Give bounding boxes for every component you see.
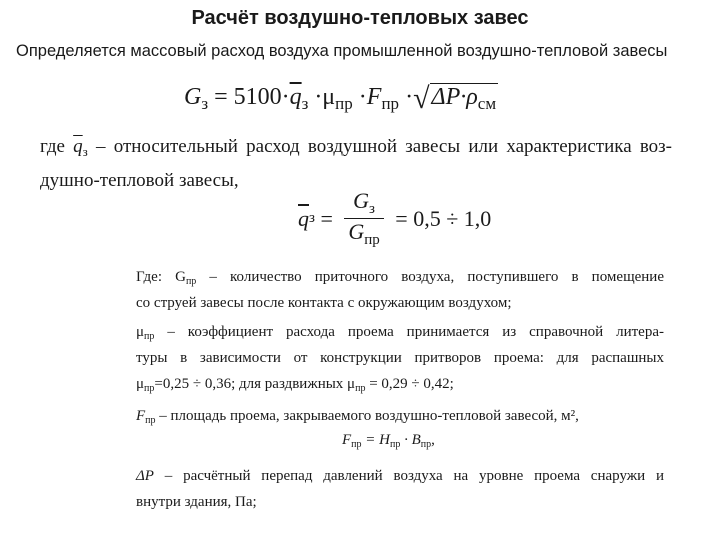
ratio-fraction — [344, 188, 383, 249]
area-b: · B — [400, 432, 421, 448]
den-g-sub: пр — [364, 232, 380, 248]
where-line1-rest: – относительный расход воздушной завесы или характеристика воз- — [87, 136, 672, 157]
def-mu-sub: пр — [144, 331, 155, 342]
ratio-rhs: = 0,5 ÷ 1,0 — [389, 205, 492, 231]
formula-dot2: · — [352, 84, 367, 110]
def-mu3-b-sub: пр — [355, 383, 366, 394]
def-g-sub: пр — [185, 276, 197, 287]
formula-mu-sub: пр — [335, 94, 353, 113]
def-mu3-a-sub: пр — [144, 383, 155, 394]
radicand-sub: см — [477, 94, 497, 113]
sqrt-group — [413, 82, 498, 116]
area-h: = H — [361, 432, 390, 448]
ratio-q-sub: з — [309, 210, 315, 226]
area-b-sub: пр — [420, 439, 432, 450]
subtitle: Определяется массовый расход воздуха промышленной воздушно-тепловой завесы — [16, 42, 668, 60]
def-mu3-b: =0,25 ÷ 0,36; для раздвижных μ — [154, 376, 356, 392]
def-mu3-c: = 0,29 ÷ 0,42; — [365, 376, 454, 392]
def-dp-rest: – расчётный перепад давлений воздуха на уровне проема снаружи и — [153, 468, 664, 484]
area-h-sub: пр — [390, 439, 401, 450]
ratio-eq: = — [314, 205, 339, 231]
def-dp-sym: ΔP — [136, 468, 154, 484]
ratio-formula — [298, 188, 491, 249]
where-q: $\overline{q}$ — [73, 136, 83, 157]
slide-title: Расчёт воздушно-тепловых завес — [191, 7, 529, 29]
radicand-text: ΔP·ρ — [431, 84, 478, 110]
def-dp-line-1 — [136, 463, 664, 489]
def-g-rest: – количество приточного воздуха, поступившего в помещение — [196, 269, 664, 285]
formula-q: $\overline{q}$ — [289, 84, 302, 110]
def-f-sub: пр — [145, 415, 156, 426]
def-mu-sym: μ — [136, 324, 145, 340]
fraction-numerator — [349, 188, 379, 218]
fraction-denominator — [344, 218, 383, 249]
formula-f: F — [366, 84, 382, 110]
area-comma: , — [431, 432, 435, 448]
formula-g: G — [184, 84, 202, 110]
formula-mu: ·μ — [308, 84, 336, 110]
num-g-sub: з — [369, 201, 375, 217]
def-mu3-a: μ — [136, 376, 145, 392]
def-mu-line-2: туры в зависимости от конструкции притворов проема: для распашных — [136, 350, 664, 366]
ratio-q: $\overline{q}$ — [298, 205, 309, 231]
num-g: G — [353, 188, 370, 213]
def-f-rest: – площадь проема, закрываемого воздушно-тепловой завесой, м², — [155, 408, 579, 424]
den-g: G — [348, 219, 365, 244]
formula-dot3: · — [399, 84, 414, 110]
formula-eq: = 5100· — [208, 84, 290, 110]
formula-q-sub: з — [301, 94, 309, 113]
def-dp-line-2: внутри здания, Па; — [136, 494, 257, 510]
def-mu-line-3 — [136, 371, 664, 402]
formula-f-sub: пр — [381, 94, 400, 113]
main-formula — [184, 82, 498, 116]
def-g-prefix: Где: G — [136, 269, 186, 285]
sqrt-icon: √ — [413, 82, 430, 115]
def-mu-rest: – коэффициент расхода проема принимается из справочной литера- — [154, 324, 664, 340]
def-f-sym: F — [136, 408, 146, 424]
where-line-2: душно-тепловой завесы, — [40, 170, 239, 191]
area-f-sub: пр — [351, 439, 362, 450]
formula-g-sub: з — [201, 94, 209, 113]
def-g-line-2: со струей завесы после контакта с окружающим воздухом; — [136, 295, 512, 311]
where-q-sub: з — [82, 144, 88, 159]
sqrt-radicand — [430, 83, 499, 113]
area-formula — [342, 432, 435, 450]
area-f: F — [342, 432, 352, 448]
where-prefix: где — [40, 136, 74, 157]
def-f-line — [136, 403, 664, 434]
